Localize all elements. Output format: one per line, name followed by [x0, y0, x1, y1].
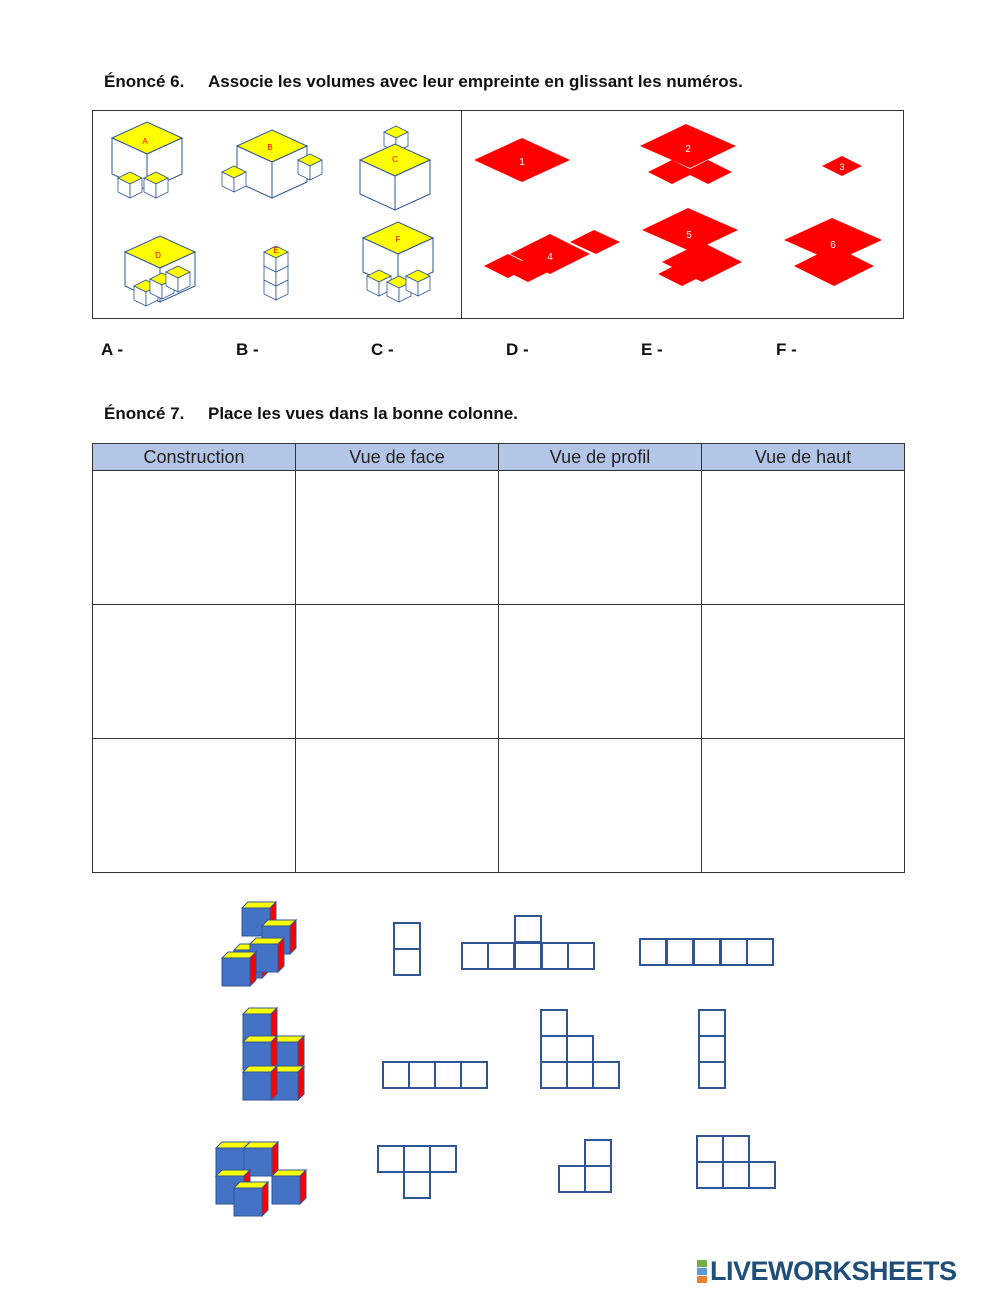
answer-e: E -: [641, 340, 663, 359]
volume-f-label: F: [395, 235, 401, 244]
table-row: [93, 605, 905, 739]
answer-a: A -: [101, 340, 124, 359]
answer-c: C -: [371, 340, 394, 359]
exercise-6-instruction: Associe les volumes avec leur empreinte en glissant les numéros.: [208, 72, 743, 91]
exercise-6-number: Énoncé 6.: [104, 72, 185, 91]
column-construction: Construction: [93, 444, 296, 471]
view-piece-2b[interactable]: [541, 1010, 619, 1088]
views-table: [92, 443, 905, 873]
volume-e[interactable]: [264, 246, 288, 300]
table-row: [93, 739, 905, 873]
footprint-2-label: 2: [685, 144, 691, 155]
exercise-7-heading: [104, 404, 518, 424]
table-header-row: [93, 444, 905, 471]
brand-name: LIVEWORKSHEETS: [710, 1256, 957, 1286]
drop-cell[interactable]: [499, 605, 702, 739]
footprint-1-label: 1: [519, 157, 525, 168]
drop-cell[interactable]: [93, 471, 296, 605]
draggable-pieces: [0, 890, 1000, 1230]
view-piece-1a[interactable]: [394, 923, 420, 975]
footprint-2[interactable]: [640, 124, 736, 184]
footprint-1[interactable]: [474, 138, 570, 182]
answer-f: F -: [776, 340, 797, 359]
column-front-view: Vue de face: [296, 444, 499, 471]
column-top-view: Vue de haut: [702, 444, 905, 471]
view-piece-3c[interactable]: [697, 1136, 775, 1188]
footprint-6-label: 6: [830, 240, 836, 251]
view-piece-2c[interactable]: [699, 1010, 725, 1088]
view-piece-1b[interactable]: [462, 916, 594, 969]
column-side-view: Vue de profil: [499, 444, 702, 471]
view-piece-1c[interactable]: [640, 939, 773, 965]
construction-2[interactable]: [243, 1008, 304, 1100]
view-piece-3a[interactable]: [378, 1146, 456, 1198]
volume-d-label: D: [155, 251, 161, 260]
footprint-3-label: 3: [839, 162, 845, 172]
volume-b[interactable]: [222, 130, 322, 198]
footprint-6[interactable]: [784, 218, 882, 286]
volume-a-label: A: [142, 137, 148, 146]
exercise-6-heading: [104, 72, 743, 92]
table-row: [93, 471, 905, 605]
answer-d: D -: [506, 340, 529, 359]
footprint-4[interactable]: [484, 230, 620, 282]
drop-cell[interactable]: [499, 471, 702, 605]
drop-cell[interactable]: [499, 739, 702, 873]
exercise-6-figures: [92, 110, 904, 319]
liveworksheets-icon: [697, 1260, 707, 1283]
exercise-7-number: Énoncé 7.: [104, 404, 185, 423]
volume-b-label: B: [267, 143, 273, 152]
view-piece-3b[interactable]: [559, 1140, 611, 1192]
drop-cell[interactable]: [702, 471, 905, 605]
construction-3[interactable]: [216, 1142, 306, 1216]
drop-cell[interactable]: [296, 739, 499, 873]
exercise-7-instruction: Place les vues dans la bonne colonne.: [208, 404, 518, 423]
footprint-5-label: 5: [686, 230, 692, 241]
footprint-4-label: 4: [547, 252, 553, 263]
view-piece-2a[interactable]: [383, 1062, 487, 1088]
liveworksheets-logo: [697, 1256, 957, 1287]
footprint-5[interactable]: [642, 208, 742, 286]
volume-c[interactable]: [360, 126, 430, 210]
volume-e-label: E: [273, 246, 279, 255]
drop-cell[interactable]: [702, 739, 905, 873]
volume-c-label: C: [392, 155, 398, 164]
drop-cell[interactable]: [702, 605, 905, 739]
drop-cell[interactable]: [93, 739, 296, 873]
footprint-3[interactable]: [822, 156, 862, 176]
answer-b: B -: [236, 340, 259, 359]
drop-cell[interactable]: [296, 471, 499, 605]
construction-1[interactable]: [222, 902, 296, 986]
volume-a[interactable]: [112, 122, 182, 198]
volume-f[interactable]: [363, 222, 433, 302]
drop-cell[interactable]: [296, 605, 499, 739]
drop-cell[interactable]: [93, 605, 296, 739]
volume-d[interactable]: [125, 236, 195, 306]
